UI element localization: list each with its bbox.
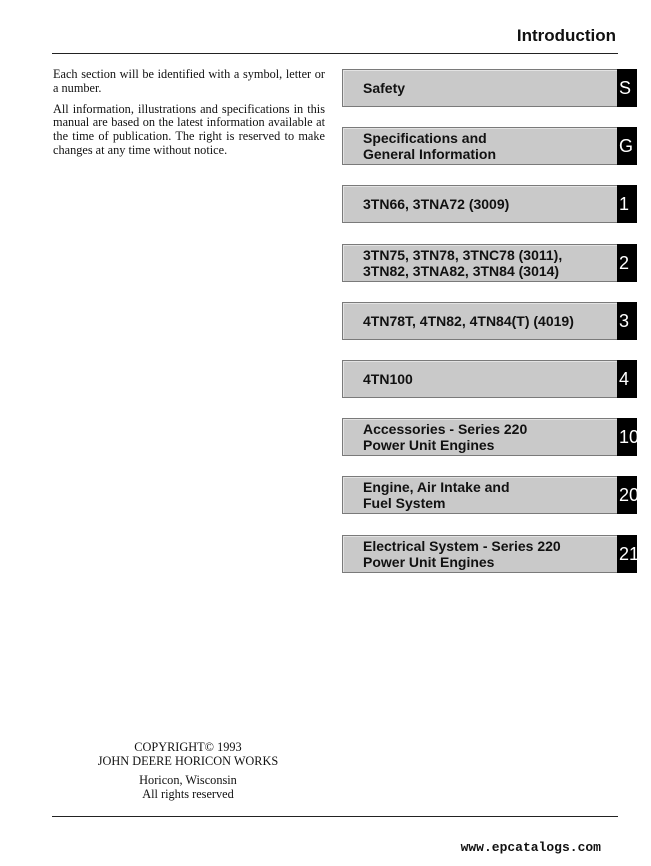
location-line: Horicon, Wisconsin — [139, 773, 237, 788]
section-tab-label: Engine, Air Intake and Fuel System — [363, 479, 510, 511]
publisher-line: JOHN DEERE HORICON WORKS — [97, 753, 279, 768]
rights-line: All rights reserved — [142, 786, 234, 801]
section-tab[interactable] — [342, 244, 617, 282]
header-rule — [52, 53, 618, 54]
section-tab-label: Accessories - Series 220 Power Unit Engines — [363, 421, 528, 453]
section-tab-label: 3TN75, 3TN78, 3TNC78 (3011), 3TN82, 3TNA82, 3TN84 (3014) — [363, 247, 563, 279]
intro-text — [53, 68, 325, 165]
section-marker[interactable]: 21 — [617, 535, 637, 573]
page-title: Introduction — [516, 26, 616, 45]
section-marker[interactable]: G — [617, 127, 637, 165]
section-tab-label: Specifications and General Information — [363, 130, 497, 162]
section-marker[interactable]: 4 — [617, 360, 637, 398]
section-tab[interactable] — [342, 127, 617, 165]
section-marker[interactable]: 10 — [617, 418, 637, 456]
watermark: www.epcatalogs.com — [460, 840, 601, 855]
section-tab-label: 4TN78T, 4TN82, 4TN84(T) (4019) — [363, 313, 574, 329]
section-tab[interactable] — [342, 185, 617, 223]
section-tab-label: 4TN100 — [363, 371, 413, 387]
section-marker[interactable]: 2 — [617, 244, 637, 282]
section-marker[interactable]: 3 — [617, 302, 637, 340]
section-tab[interactable] — [342, 360, 617, 398]
intro-paragraph: Each section will be identified with a symbol, letter or a number. — [53, 67, 325, 95]
section-tab[interactable] — [342, 535, 617, 573]
copyright-line: COPYRIGHT© 1993 — [134, 740, 242, 754]
section-tab[interactable] — [342, 476, 617, 514]
intro-paragraph: All information, illustrations and specifications in this manual are based on the latest information available at the time of publication. The right is reserved to make changes at any time without notice. — [53, 101, 325, 157]
copyright-block — [60, 741, 316, 801]
section-tab-label: 3TN66, 3TNA72 (3009) — [363, 196, 510, 212]
footer-rule — [52, 816, 618, 817]
section-tab[interactable] — [342, 418, 617, 456]
section-tab[interactable] — [342, 69, 617, 107]
section-marker[interactable]: 20 — [617, 476, 637, 514]
section-marker[interactable]: S — [617, 69, 637, 107]
section-tab-label: Safety — [363, 80, 406, 96]
section-tab[interactable] — [342, 302, 617, 340]
section-tab-label: Electrical System - Series 220 Power Unit Engines — [363, 538, 561, 570]
section-marker[interactable]: 1 — [617, 185, 637, 223]
